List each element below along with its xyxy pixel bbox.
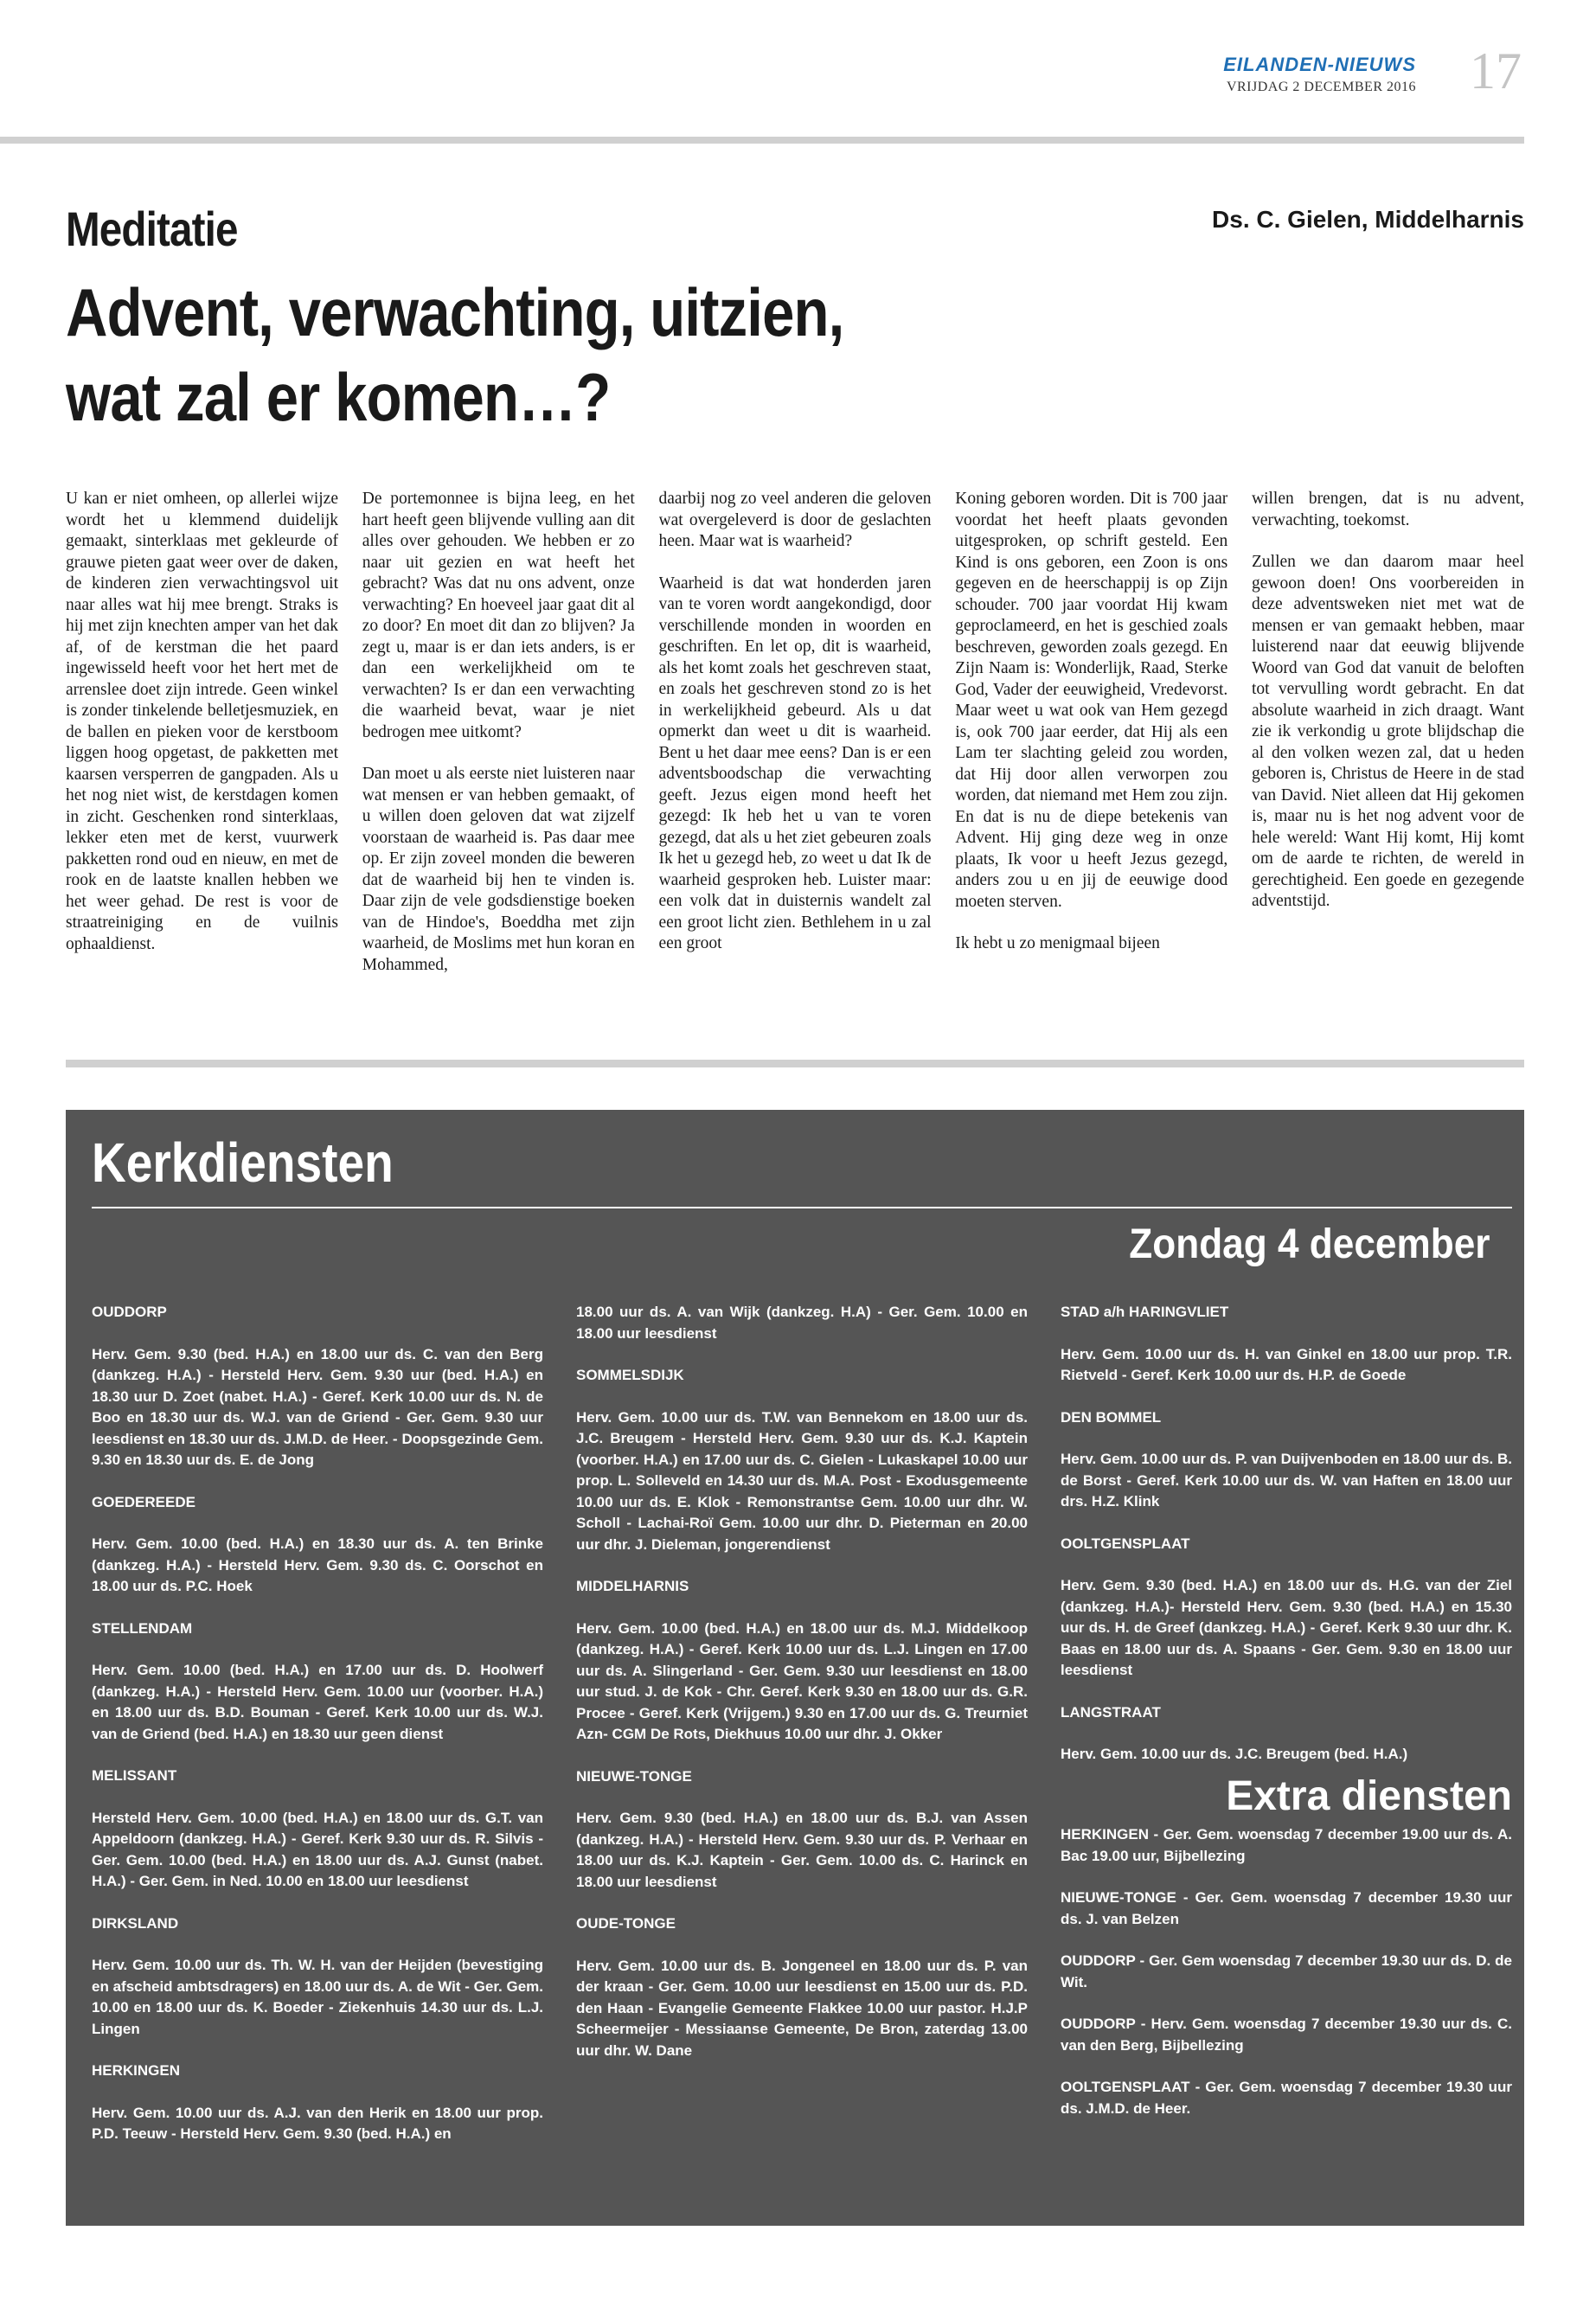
article-column-3 [659, 489, 932, 1042]
location-heading: DEN BOMMEL [1061, 1408, 1162, 1426]
location-heading: HERKINGEN [92, 2062, 181, 2079]
location-heading: MELISSANT [92, 1767, 177, 1784]
article-column-4 [955, 489, 1227, 1042]
paragraph: Dan moet u als eerste niet luisteren naar wat mensen er van hebben gemaakt, of u willen doen geloven dat wat zijzelf voorstaan de waarheid is. Pas daar mee op. Er zijn zoveel monden die beweren dat de waarheid bij hen te vinden is. Daar zijn de vele godsdienstige boeken van de Hindoe's, Boeddha met zijn waarheid, de Moslims met hun koran en Mohammed, [362, 765, 635, 974]
paragraph: Koning geboren worden. Dit is 700 jaar voordat het heeft plaats gevonden uitgesproken, op schrift gesteld. Een Kind is ons geboren, een Zoon is ons gegeven en de heerschappij is op Zijn schouder. 700 jaar voordat Hij kwam geproclameerd, en het is geschied zoals beschreven, geworden zoals gezegd. En Zijn Naam is: Wonderlijk, Raad, Sterke God, Vader der eeuwigheid, Vredevorst. Maar weet u wat ook van Hem gezegd is, ook 700 jaar eerder, dat Hij als een Lam ter slachting geleid zou worden, dat Hij door allen verworpen zou worden, dat niemand met Hem zou zijn. En dat is nu de diepe betekenis van Advent. Hij ging deze weg in onze plaats, Ik voor u heeft Jezus gezegd, anders zou u en jij de eeuwige dood moeten sterven. [955, 490, 1228, 911]
paragraph: Waarheid is dat wat honderden jaren van te voren wordt aangekondigd, door verschillende monden in woorden en geschriften. En let op, dit is waarheid, als het komt zoals het geschreven staat, en zoals het geschreven stond zo is het in werkelijkheid gebeurd. Als u dat opmerkt dan weet u dit is waarheid. Bent u het daar mee eens? Dan is er een adventsboodschap die verwachting geeft. Jezus eigen mond heeft het gezegd: Ik heb het u van te voren gezegd, dat als u het ziet gebeuren zoals Ik het u gezegd heb, zo weet u dat Ik de waarheid gesproken heb. Luister maar: een volk dat in duisternis wandelt zal een groot licht zien. Bethlehem in u zal een groot [658, 574, 932, 952]
article-headline [66, 270, 843, 439]
article-author: Ds. C. Gielen, Middelharnis [1212, 206, 1524, 233]
kerkdiensten-rule [92, 1207, 1512, 1208]
issue-date: VRIJDAG 2 DECEMBER 2016 [1226, 80, 1416, 94]
location-services: Herv. Gem. 9.30 (bed. H.A.) en 18.00 uur ds. C. van den Berg (dankzeg. H.A.) - Hersteld Herv. Gem. 9.30 uur (bed. H.A.) en 18.30 uur D. Zoet (nabet. H.A.) - Geref. Kerk 10.00 uur ds. N. de Boo en 18.30 uur ds. W.J. van de Griend - Ger. Gem. 9.30 uur leesdienst en 18.30 uur ds. J.M.D. de Heer. - Doopsgezinde Gem. 9.30 en 18.30 uur ds. E. de Jong [92, 1345, 543, 1468]
location-services: Herv. Gem. 9.30 (bed. H.A.) en 18.00 uur ds. H.G. van der Ziel (dankzeg. H.A.)- Hersteld Herv. Gem. 9.30 (bed. H.A.) en 15.30 uur ds. H. de Greef (dankzeg. H.A.) - Geref. Kerk 9.30 uur dhr. K. Baas en 18.00 uur ds. A. Spaans - Ger. Gem. 9.30 en 18.00 uur leesdienst [1061, 1577, 1512, 1678]
service-date-heading: Zondag 4 december [1128, 1221, 1490, 1267]
kerkdiensten-title: Kerkdiensten [92, 1131, 394, 1194]
location-heading: OUDDORP [92, 1304, 167, 1320]
location-heading: GOEDEREEDE [92, 1493, 195, 1510]
paragraph: De portemonnee is bijna leeg, en het hart heeft geen blijvende vulling aan dit alles over gehouden. We hebben er zo naar uit gezien en wat heeft het gebracht? Was dat nu ons advent, onze verwachting? En hoeveel jaar gaat dit al zo door? En moet dit dan zo blijven? Ja zegt u, maar is er dan iets anders, is er dan een werkelijkheid om te verwachten? Is er dan een verwachting die waarheid bevat, waar je niet bedrogen mee uitkomt? [362, 490, 635, 741]
location-heading: MIDDELHARNIS [576, 1578, 689, 1594]
paragraph: daarbij nog zo veel anderen die geloven wat overgeleverd is door de geslachten heen. Maar wat is waarheid? [658, 490, 932, 550]
newspaper-logo[interactable]: EILANDEN-NIEUWS [1223, 54, 1416, 75]
location-services: Herv. Gem. 10.00 uur ds. P. van Duijvenboden en 18.00 uur ds. B. de Borst - Geref. Kerk 10.00 uur ds. W. van Haften en 18.00 uur drs. H.Z. Klink [1061, 1451, 1512, 1509]
location-services: Herv. Gem. 10.00 uur ds. Th. W. H. van der Heijden (bevestiging en afscheid ambtsdragers) en 18.00 uur ds. A. de Wit - Ger. Gem. 10.00 en 18.00 uur ds. K. Boeder - Ziekenhuis 14.30 uur ds. L.J. Lingen [92, 1957, 543, 2037]
location-services: Herv. Gem. 10.00 uur ds. B. Jongeneel en 18.00 uur ds. P. van der kraan - Ger. Gem. 10.00 uur leesdienst en 15.00 uur ds. P.D. den Haan - Evangelie Gemeente Flakkee 10.00 uur pastor. H.J.P Scheermeijer - Messiaanse Gemeente, De Bron, zaterdag 13.00 uur dhr. W. Dane [576, 1957, 1028, 2059]
extra-service-item: NIEUWE-TONGE - Ger. Gem. woensdag 7 december 19.30 uur ds. J. van Belzen [1061, 1889, 1512, 1927]
location-services: Hersteld Herv. Gem. 10.00 (bed. H.A.) en 18.00 uur ds. G.T. van Appeldoorn (dankzeg. H.A.) - Geref. Kerk 9.30 uur ds. R. Silvis - Ger. Gem. 10.00 (bed. H.A.) en 18.00 uur ds. A.J. Gunst (nabet. H.A.) - Ger. Gem. in Ned. 10.00 en 18.00 uur leesdienst [92, 1809, 543, 1889]
kerkdiensten-box [66, 1110, 1524, 2226]
service-columns [92, 1302, 1512, 2166]
location-services: Herv. Gem. 10.00 uur ds. J.C. Breugem (bed. H.A.) [1061, 1746, 1408, 1762]
masthead [1223, 54, 1416, 95]
location-services: 18.00 uur ds. A. van Wijk (dankzeg. H.A) - Ger. Gem. 10.00 en 18.00 uur leesdienst [576, 1304, 1028, 1342]
location-heading: STAD a/h HARINGVLIET [1061, 1304, 1229, 1320]
service-column-1 [92, 1302, 543, 2166]
service-column-3 [1061, 1302, 1512, 2166]
page-number: 17 [1470, 42, 1522, 99]
location-services: Herv. Gem. 9.30 (bed. H.A.) en 18.00 uur ds. B.J. van Assen (dankzeg. H.A.) - Hersteld Herv. Gem. 9.30 uur ds. P. Verhaar en 18.00 uur ds. K.J. Kaptein - Ger. Gem. 10.00 ds. C. Harinck en 18.00 uur leesdienst [576, 1810, 1028, 1890]
location-heading: OOLTGENSPLAAT [1061, 1535, 1190, 1552]
section-kicker: Meditatie [66, 202, 238, 256]
article-column-1 [66, 489, 338, 1042]
headline-line-1: Advent, verwachting, uitzien, [66, 274, 844, 350]
location-services: Herv. Gem. 10.00 (bed. H.A.) en 18.30 uur ds. A. ten Brinke (dankzeg. H.A.) - Hersteld Herv. Gem. 9.30 ds. C. Oorschot en 18.00 uur ds. P.C. Hoek [92, 1535, 543, 1594]
location-services: Herv. Gem. 10.00 (bed. H.A.) en 18.00 uur ds. M.J. Middelkoop (dankzeg. H.A.) - Geref. Kerk 10.00 uur ds. L.J. Lingen en 17.00 uur ds. A. Slingerland - Ger. Gem. 9.30 uur leesdienst en 18.00 uur stud. J. de Kok - Chr. Geref. Kerk 9.30 en 18.00 uur ds. G.R. Procee - Geref. Kerk (Vrijgem.) 9.30 en 17.00 uur ds. G. Treurniet Azn- CGM De Rots, Diekhuus 10.00 uur dhr. J. Okker [576, 1619, 1028, 1742]
location-services: Herv. Gem. 10.00 uur ds. T.W. van Bennekom en 18.00 uur ds. J.C. Breugem - Hersteld Herv. Gem. 9.30 uur ds. K.J. Kaptein (voorber. H.A.) en 17.00 uur ds. C. Gielen - Lukaskapel 10.00 uur prop. L. Solleveld en 14.30 uur ds. M.A. Post - Exodusgemeente 10.00 uur ds. E. Klok - Remonstrantse Gem. 10.00 uur dhr. W. Scholl - Lachai-Roï Gem. 10.00 uur dhr. D. Pieterman en 20.00 uur dhr. J. Dieleman, jongerendienst [576, 1408, 1028, 1553]
paragraph: U kan er niet omheen, op allerlei wijze wordt het u klemmend duidelijk gemaakt, sinterklaas met gekleurde of grauwe pieten gaat weer over de daken, de kinderen zien verwachtingsvol uit naar alles wat hij mee brengt. Straks is hij met zijn knechten amper van het dak af, of de kerstman die het paard ingewisseld heeft voor het hert met de arrenslee doet zijn intrede. Geen winkel is zonder tinkelende belletjesmuziek, en de ballen en pieken voor de kerstboom liggen hoog opgetast, de pakketten met kaarsen versperren de gangpaden. Als u het nog niet wist, de kerstdagen komen in zicht. Geschenken rond sinterklaas, lekker eten met de kerst, vuurwerk pakketten rond oud en nieuw, en met de rook en de laatste knallen hebben we het weer gehad. De rest is voor de straatreiniging en de vuilnis ophaaldienst. [66, 490, 338, 953]
article-column-2 [362, 489, 635, 1042]
location-heading: SOMMELSDIJK [576, 1367, 684, 1383]
location-services: Herv. Gem. 10.00 (bed. H.A.) en 17.00 uur ds. D. Hoolwerf (dankzeg. H.A.) - Hersteld Herv. Gem. 10.00 uur (voorber. H.A.) en 18.00 uur ds. B.D. Bouman - Geref. Kerk 10.00 uur ds. W.J. van de Griend (bed. H.A.) en 18.30 uur geen dienst [92, 1662, 543, 1742]
extra-service-item: OUDDORP - Herv. Gem. woensdag 7 december 19.30 uur ds. C. van den Berg, Bijbellezing [1061, 2016, 1512, 2054]
section-divider [66, 1060, 1524, 1067]
location-heading: LANGSTRAAT [1061, 1703, 1161, 1721]
extra-service-item: OOLTGENSPLAAT - Ger. Gem. woensdag 7 december 19.30 uur ds. J.M.D. de Heer. [1061, 2079, 1512, 2117]
location-heading: DIRKSLAND [92, 1914, 179, 1932]
location-services: Herv. Gem. 10.00 uur ds. A.J. van den Herik en 18.00 uur prop. P.D. Teeuw - Hersteld Herv. Gem. 9.30 (bed. H.A.) en [92, 2104, 543, 2142]
paragraph: Ik hebt u zo menigmaal bijeen [955, 934, 1160, 952]
paragraph: willen brengen, dat is nu advent, verwachting, toekomst. [1252, 490, 1524, 529]
extra-service-item: OUDDORP - Ger. Gem woensdag 7 december 19.30 uur ds. D. de Wit. [1061, 1952, 1512, 1990]
paragraph: Zullen we dan daarom maar heel gewoon doen! Ons voorbereiden in deze adventsweken niet met wat de mensen er van gemaakt hebben, maar luisterend naar dat eeuwig blijvende Woord van God dat vanuit de beloften tot vervulling wordt gebracht. En dat absolute waarheid in zich draagt. Want zie ik verkondig u grote blijdschap die al den volken wezen zal, dat u heden geboren is, Christus de Heere in de stad van David. Niet alleen dat Hij gekomen is, maar nu is het nog advent voor de hele wereld: Want Hij komt, Hij komt om de aarde te richten, de wereld in gerechtigheid. Een goede en gezegende adventstijd. [1252, 553, 1524, 910]
article-body [66, 489, 1524, 1042]
service-column-2 [576, 1302, 1028, 2166]
location-heading: STELLENDAM [92, 1619, 193, 1637]
location-heading: OUDE-TONGE [576, 1915, 676, 1932]
extra-services-title: Extra diensten [1226, 1772, 1512, 1819]
article-column-5 [1252, 489, 1524, 1042]
headline-line-2: wat zal er komen…? [66, 359, 611, 435]
location-heading: NIEUWE-TONGE [576, 1767, 692, 1785]
extra-service-item: HERKINGEN - Ger. Gem. woensdag 7 december 19.00 uur ds. A. Bac 19.00 uur, Bijbellezing [1061, 1826, 1512, 1864]
location-services: Herv. Gem. 10.00 uur ds. H. van Ginkel en 18.00 uur prop. T.R. Rietveld - Geref. Kerk 10.00 uur ds. H.P. de Goede [1061, 1345, 1512, 1383]
top-divider [0, 137, 1524, 144]
